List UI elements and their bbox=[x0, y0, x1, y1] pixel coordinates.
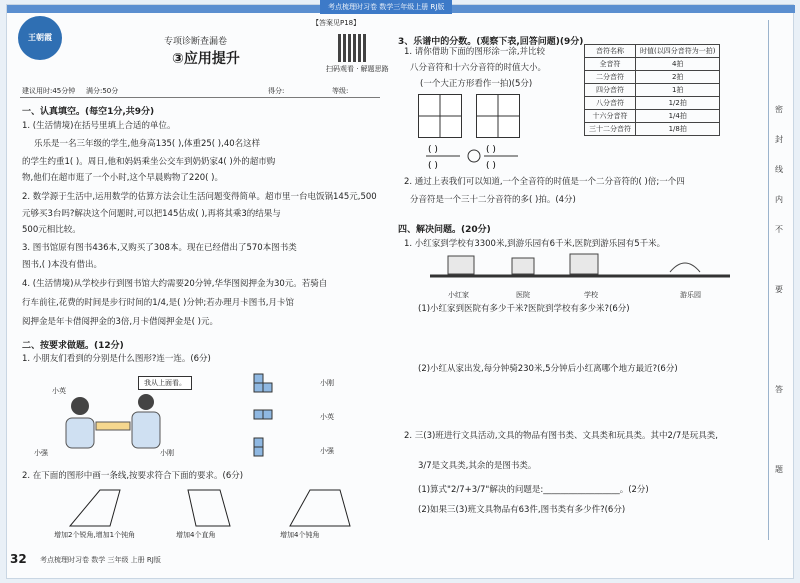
s1-q3-line1: 图书,( )本没有借出。 bbox=[22, 260, 103, 270]
s1-q4: 4. (生活情境)从学校步行到图书馆大约需要20分钟,华华图阅押金为30元。若骑自 bbox=[22, 279, 328, 289]
speech-bubble: 我从上面看。 bbox=[138, 376, 192, 390]
note-table bbox=[584, 44, 720, 136]
place-label: 学校 bbox=[584, 291, 598, 299]
time-label: 建议用时:45分钟 bbox=[22, 87, 76, 95]
svg-text:( ): ( ) bbox=[486, 145, 496, 155]
table-cell: 2拍 bbox=[636, 71, 720, 84]
s4-q1-part2: (2)小红从家出发,每分钟骑230米,5分钟后小红离哪个地方最近?(6分) bbox=[418, 364, 678, 374]
table-row bbox=[585, 58, 720, 71]
full-score-label: 满分:50分 bbox=[86, 87, 119, 95]
seal-char: 密 bbox=[775, 105, 783, 114]
table-cell: 二分音符 bbox=[585, 71, 636, 84]
s2-q1: 1. 小朋友们看到的分别是什么图形?连一连。(6分) bbox=[22, 354, 211, 364]
table-row bbox=[585, 84, 720, 97]
seal-char: 内 bbox=[775, 195, 783, 204]
square-grid-lines bbox=[418, 94, 522, 138]
seal-char: 要 bbox=[775, 285, 783, 294]
section-1-heading: 一、认真填空。(每空1分,共9分) bbox=[22, 107, 155, 117]
seal-line bbox=[768, 20, 769, 540]
table-cell: 1拍 bbox=[636, 84, 720, 97]
grade-label: 等级: bbox=[332, 87, 349, 95]
page-number: 32 bbox=[10, 552, 27, 566]
shape-label: 增加4个钝角 bbox=[280, 531, 320, 539]
table-cell: 1/2拍 bbox=[636, 97, 720, 110]
s1-q1: 1. (生活情境)在括号里填上合适的单位。 bbox=[22, 121, 176, 131]
view-label: 小强 bbox=[320, 447, 334, 455]
shape-label: 增加4个直角 bbox=[176, 531, 216, 539]
s4-q2-part1: (1)算式"2/7+3/7"解决的问题是:__________________。(2分) bbox=[418, 485, 649, 495]
title-sub: 专项诊断查漏卷 bbox=[164, 37, 228, 47]
kids-illustration bbox=[60, 392, 180, 462]
shape-view-1 bbox=[252, 372, 282, 396]
s3-q2: 2. 通过上表我们可以知道,一个全音符的时值是一个二分音符的( )倍;一个四 bbox=[404, 177, 685, 187]
place-label: 医院 bbox=[516, 291, 530, 299]
table-row bbox=[585, 110, 720, 123]
top-banner: 考点梳理时习卷 数学三年级上册 RJ版 bbox=[320, 0, 452, 14]
score-label: 得分: bbox=[268, 87, 285, 95]
page-title: ③应用提升 bbox=[172, 51, 240, 67]
s1-q3: 3. 图书馆原有图书436本,又购买了308本。现在已经借出了570本图书类 bbox=[22, 243, 297, 253]
qr-code[interactable] bbox=[338, 34, 366, 62]
table-row bbox=[585, 71, 720, 84]
s1-q4-line2: 阅押金是年卡借阅押金的3倍,月卡借阅押金是( )元。 bbox=[22, 317, 218, 327]
s4-q1-part1: (1)小红家到医院有多少千米?医院到学校有多少米?(6分) bbox=[418, 304, 630, 314]
compare-blanks[interactable] bbox=[420, 142, 530, 172]
table-cell: 十六分音符 bbox=[585, 110, 636, 123]
svg-text:( ): ( ) bbox=[428, 145, 438, 155]
table-cell: 三十二分音符 bbox=[585, 123, 636, 136]
view-label: 小英 bbox=[320, 413, 334, 421]
s4-q2: 2. 三(3)班进行文具活动,文具的物品有图书类、文具类和玩具类。其中2/7是玩具类, bbox=[404, 431, 718, 441]
svg-text:( ): ( ) bbox=[486, 161, 496, 171]
seal-char: 答 bbox=[775, 385, 783, 394]
seal-char: 不 bbox=[775, 225, 783, 234]
shape-view-2 bbox=[252, 408, 282, 422]
s1-q2: 2. 数学源于生活中,运用数学的估算方法会让生活问题变得简单。超市里一台电饭锅145元,500 bbox=[22, 192, 377, 202]
shape-label: 增加2个锐角,增加1个钝角 bbox=[54, 531, 136, 539]
table-cell: 八分音符 bbox=[585, 97, 636, 110]
svg-text:( ): ( ) bbox=[428, 161, 438, 171]
shapes-to-divide bbox=[40, 488, 370, 528]
s3-q1: 1. 请你借助下面的图形涂一涂,并比较 bbox=[404, 47, 546, 57]
s4-q2-part2: (2)如果三(3)班文具物品有63件,图书类有多少件?(6分) bbox=[418, 505, 626, 515]
seal-char: 线 bbox=[775, 165, 783, 174]
place-label: 游乐园 bbox=[680, 291, 701, 299]
s2-q2: 2. 在下面的图形中画一条线,按要求符合下面的要求。(6分) bbox=[22, 471, 244, 481]
table-cell: 1/8拍 bbox=[636, 123, 720, 136]
table-row bbox=[585, 97, 720, 110]
table-header bbox=[585, 45, 720, 58]
s3-q1-line1: 八分音符和十六分音符的时值大小。 bbox=[410, 63, 547, 73]
kid-label: 小强 bbox=[34, 449, 48, 457]
shape-view-3 bbox=[252, 436, 282, 460]
kid-label: 小刚 bbox=[160, 449, 174, 457]
s4-q1: 1. 小红家到学校有3300米,到游乐园有6千米,医院到游乐园有5千米。 bbox=[404, 239, 666, 249]
s1-q2-line1: 元够买3台吗?解决这个问题时,可以把145估成( ),再将其乘3的结果与 bbox=[22, 209, 281, 219]
table-header-cell: 时值(以四分音符为一拍) bbox=[636, 45, 720, 58]
s1-q2-line2: 500元相比较。 bbox=[22, 225, 81, 235]
s1-q4-line1: 行车前往,花费的时间是步行时间的1/4,是( )分钟;若办理月卡图书,月卡馆 bbox=[22, 298, 294, 308]
table-header-cell: 音符名称 bbox=[585, 45, 636, 58]
logo: 王朝霞 bbox=[18, 16, 62, 60]
footer-text: 考点梳理时习卷 数学 三年级 上册 RJ版 bbox=[40, 556, 161, 564]
section-2-heading: 二、按要求做题。(12分) bbox=[22, 341, 124, 351]
table-cell: 1/4拍 bbox=[636, 110, 720, 123]
table-row bbox=[585, 123, 720, 136]
seal-char: 题 bbox=[775, 465, 783, 474]
s3-q1-line2: (一个大正方形看作一拍)(5分) bbox=[420, 79, 533, 89]
s4-q2-line1: 3/7是文具类,其余的是图书类。 bbox=[418, 461, 537, 471]
s1-q1-line2: 的学生约重1( )。周日,他和妈妈乘坐公交车到奶奶家4( )外的超市购 bbox=[22, 157, 276, 167]
place-label: 小红家 bbox=[448, 291, 469, 299]
section-3-heading: 3、乐谱中的分数。(观察下表,回答问题)(9分) bbox=[398, 37, 584, 47]
s1-q1-line3: 物,他们在超市逛了一个小时,这个早晨购物了220( )。 bbox=[22, 173, 223, 183]
view-label: 小刚 bbox=[320, 379, 334, 387]
divider bbox=[20, 97, 380, 98]
qr-caption: 扫码观看 · 解题思路 bbox=[326, 65, 389, 73]
answer-tag: 【答案见P18】 bbox=[312, 19, 361, 27]
table-cell: 4拍 bbox=[636, 58, 720, 71]
seal-char: 封 bbox=[775, 135, 783, 144]
table-cell: 全音符 bbox=[585, 58, 636, 71]
section-4-heading: 四、解决问题。(20分) bbox=[398, 225, 491, 235]
table-cell: 四分音符 bbox=[585, 84, 636, 97]
kid-label: 小英 bbox=[52, 387, 66, 395]
s1-q1-line1: 乐乐是一名三年级的学生,他身高135( ),体重25( ),40名这样 bbox=[34, 139, 261, 149]
s3-q2-line1: 分音符是一个三十二分音符的多( )拍。(4分) bbox=[410, 195, 576, 205]
road-diagram bbox=[430, 252, 730, 288]
